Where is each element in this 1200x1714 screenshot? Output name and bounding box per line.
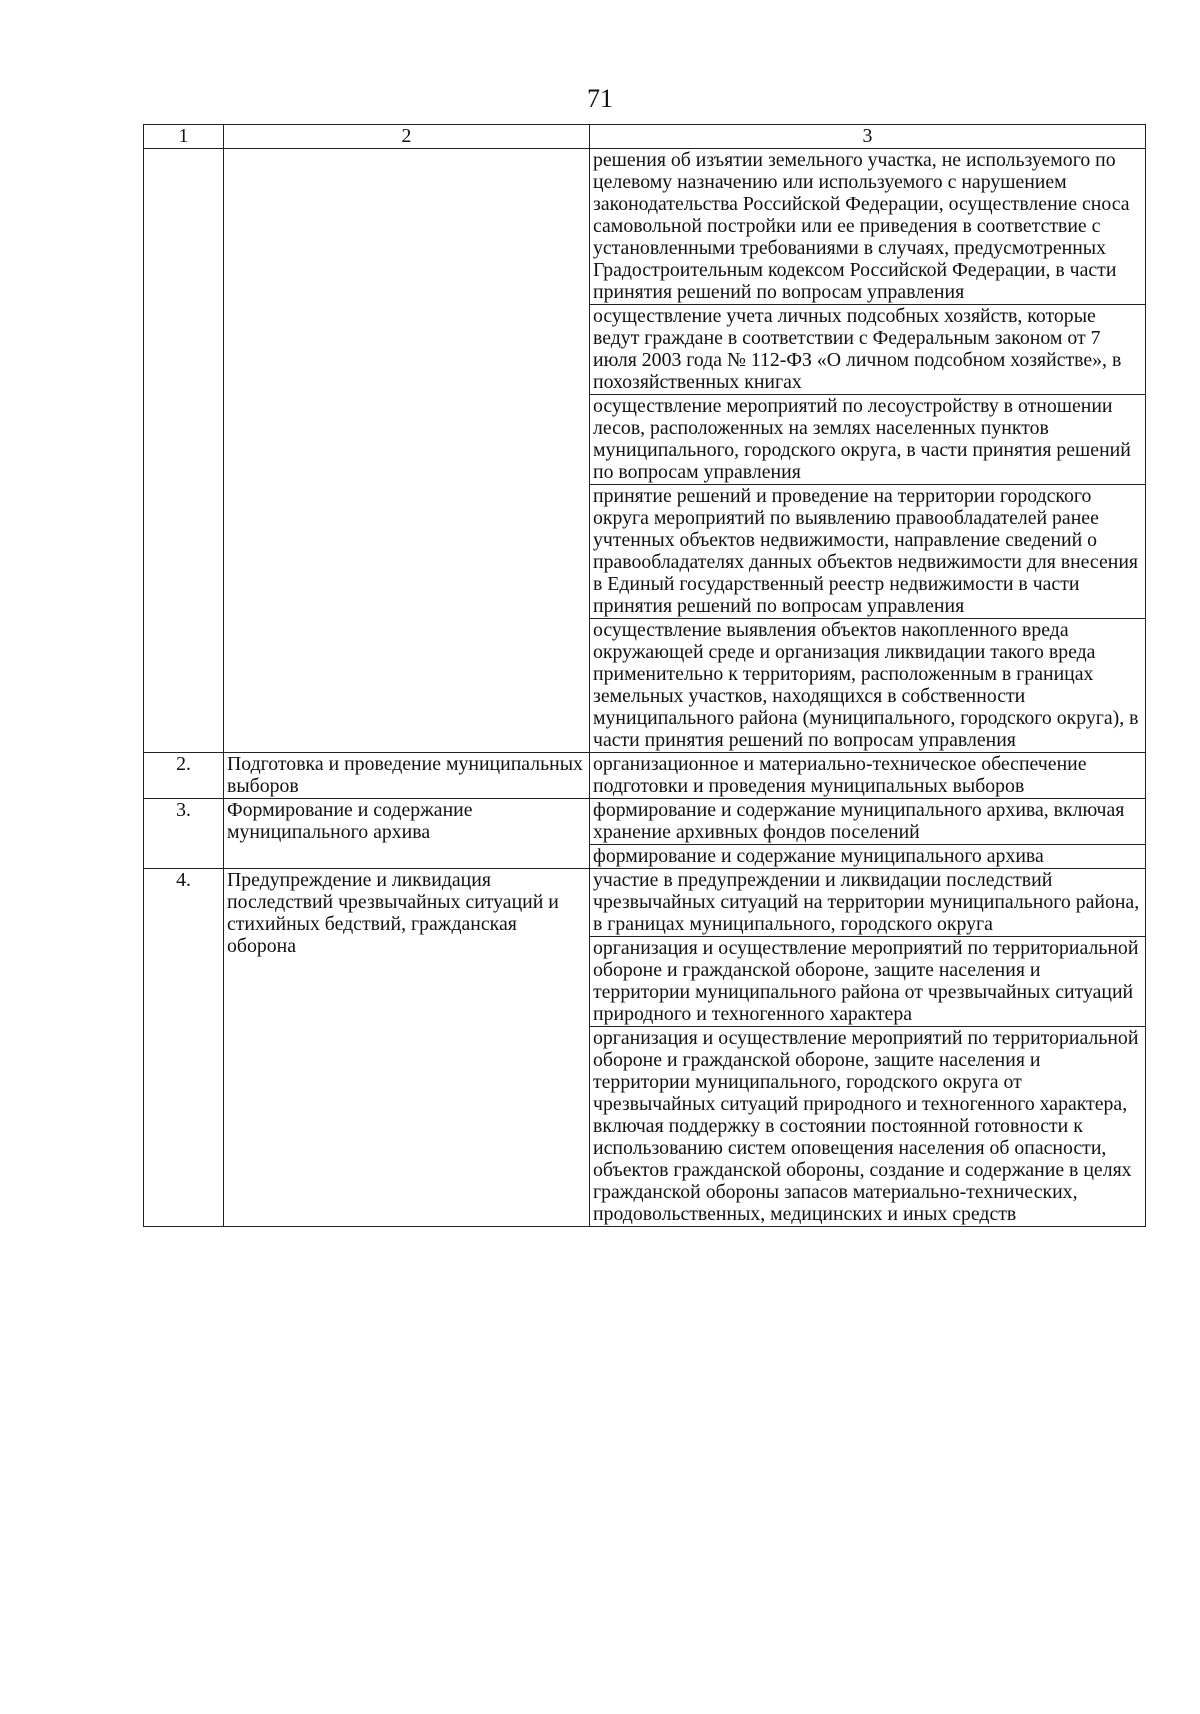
powers-table xyxy=(143,124,1146,1227)
row-item: осуществление выявления объектов накопленного вреда окружающей среде и организация ликвидации такого вреда применительно к территориям, расположенным в границах земельных участков, находящихся в собственности муниципального района (муниципального, городского округа), в части принятия решений по вопросам управления xyxy=(590,619,1146,753)
row-item: формирование и содержание муниципального архива, включая хранение архивных фондов поселений xyxy=(590,799,1146,845)
row-name: Формирование и содержание муниципального архива xyxy=(224,799,590,869)
table-row xyxy=(144,753,1146,799)
column-header-1: 1 xyxy=(144,125,224,149)
row-item: организация и осуществление мероприятий по территориальной обороне и гражданской обороне, защите населения и территории муниципального района от чрезвычайных ситуаций природного и техногенного характера xyxy=(590,937,1146,1027)
row-name xyxy=(224,149,590,753)
row-number xyxy=(144,149,224,753)
row-item: осуществление мероприятий по лесоустройству в отношении лесов, расположенных на землях населенных пунктов муниципального, городского округа, в части принятия решений по вопросам управления xyxy=(590,395,1146,485)
row-number: 3. xyxy=(144,799,224,869)
row-item: осуществление учета личных подсобных хозяйств, которые ведут граждане в соответствии с Федеральным законом от 7 июля 2003 года № 112-ФЗ «О личном подсобном хозяйстве», в похозяйственных книгах xyxy=(590,305,1146,395)
table-row xyxy=(144,799,1146,845)
header-row xyxy=(144,125,1146,149)
page-number: 71 xyxy=(587,84,613,113)
row-name: Предупреждение и ликвидация последствий чрезвычайных ситуаций и стихийных бедствий, гражданская оборона xyxy=(224,869,590,1227)
table-row xyxy=(144,149,1146,305)
table-row xyxy=(144,869,1146,937)
row-item: решения об изъятии земельного участка, не используемого по целевому назначению или используемого с нарушением законодательства Российской Федерации, осуществление сноса самовольной постройки или ее приведения в соответствие с установленными требованиями в случаях, предусмотренных Градостроительным кодексом Российской Федерации, в части принятия решений по вопросам управления xyxy=(590,149,1146,305)
row-item: участие в предупреждении и ликвидации последствий чрезвычайных ситуаций на территории муниципального района, в границах муниципального, городского округа xyxy=(590,869,1146,937)
row-item: организация и осуществление мероприятий по территориальной обороне и гражданской обороне, защите населения и территории муниципального, городского округа от чрезвычайных ситуаций природного и техногенного характера, включая поддержку в состоянии постоянной готовности к использованию систем оповещения населения об опасности, объектов гражданской обороны, создание и содержание в целях гражданской обороны запасов материально-технических, продовольственных, медицинских и иных средств xyxy=(590,1027,1146,1227)
row-item: формирование и содержание муниципального архива xyxy=(590,845,1146,869)
row-number: 4. xyxy=(144,869,224,1227)
row-item: принятие решений и проведение на территории городского округа мероприятий по выявлению правообладателей ранее учтенных объектов недвижимости, направление сведений о правообладателях данных объектов недвижимости для внесения в Единый государственный реестр недвижимости в части принятия решений по вопросам управления xyxy=(590,485,1146,619)
row-name: Подготовка и проведение муниципальных выборов xyxy=(224,753,590,799)
column-header-3: 3 xyxy=(590,125,1146,149)
row-number: 2. xyxy=(144,753,224,799)
column-header-2: 2 xyxy=(224,125,590,149)
row-item: организационное и материально-техническое обеспечение подготовки и проведения муниципальных выборов xyxy=(590,753,1146,799)
